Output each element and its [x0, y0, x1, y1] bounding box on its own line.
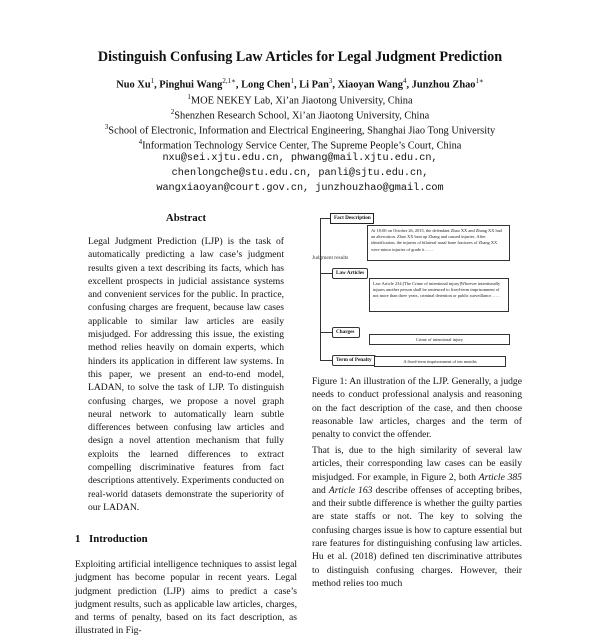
figure-1-diagram [312, 208, 518, 368]
email-line: nxu@sei.xjtu.edu.cn, phwang@mail.xjtu.edu.cn, [162, 153, 438, 164]
section-title: Introduction [89, 533, 148, 545]
author-affiliation-mark: 1∗ [475, 77, 484, 85]
affiliation-line: $^1$MOE NEKEY Lab, Xi’an Jiaotong University, China [187, 93, 413, 107]
abstract-heading: Abstract [165, 212, 207, 224]
author-affiliation-mark: 1 [290, 77, 294, 85]
term-of-penalty-text: A fixed-term imprisonment of ten months [374, 356, 506, 367]
affiliation-line: $^2$Shenzhen Research School, Xi’an Jiaotong University, China [170, 108, 430, 122]
term-of-penalty-header: Term of Penalty [332, 355, 376, 366]
fact-description-text: At 18:00 on October 26, 2015, the defendant Zhao XX and Zhang XX had an altercation. Zhao XX beat up Zhang and caused injuries. After identification, the injuries of bilateral nasal bone fractures of Zhang XX were minor injuries of grade ii…… [367, 225, 510, 261]
figure-caption: Figure 1: An illustration of the LJP. Generally, a judge needs to conduct professional analysis and reasoning on the fact description of the case, and then choose reasonable law articles, charges and the term of penalty to convict the offender. [312, 376, 522, 441]
intro-body: Exploiting artificial intelligence techniques to assist legal judgment has become popular in recent years. Legal judgment prediction (LJP) aims to predict a case’s judgment results, such as applicable law articles, charges, and terms of penalty, based on its fact description, as illustrated in Fig- [75, 559, 297, 637]
author-list: Nuo Xu$^1$, Pinghui Wang$^{2,1∗}$, Long Chen$^1$, Li Pan$^3$, Xiaoyan Wang$^4$, Junzhou Zhao$^{1∗}$ [116, 77, 484, 91]
affiliation-line: $^4$Information Technology Service Center, The Supreme People’s Court, China [138, 138, 462, 152]
section-number: 1 [75, 533, 81, 545]
connector-line [320, 218, 330, 219]
author-name: Pinghui Wang [159, 79, 223, 91]
connector-line [320, 273, 332, 274]
fact-description-header: Fact Description [330, 213, 374, 224]
author-affiliation-mark: 3 [328, 77, 333, 85]
email-line: wangxiaoyan@court.gov.cn, junzhouzhao@gmail.com [156, 183, 444, 194]
connector-line [320, 218, 321, 361]
author-name: Long Chen [241, 79, 291, 91]
author-affiliation-mark: 4 [402, 77, 407, 85]
author-name: Li Pan [299, 79, 329, 91]
author-name: Xiaoyan Wang [337, 79, 403, 91]
article-reference: Article 385 [478, 471, 522, 483]
connector-line [320, 360, 332, 361]
author-name: Nuo Xu [116, 79, 151, 91]
section-heading [75, 533, 148, 545]
affiliation-line: $^3$School of Electronic, Information and Electrical Engineering, Shanghai Jiao Tong University [104, 123, 496, 137]
connector-line [320, 332, 332, 333]
judgment-results-label: Judgment results [312, 255, 349, 261]
charges-text: Crime of intentional injury [369, 334, 510, 345]
charges-header: Charges [332, 327, 360, 338]
law-articles-text: Law Article 234:[The Crime of intentional injury]Whoever intentionally injures another person shall be sentenced to fixed-term imprisonment of not more than three years, criminal detention or public surveillance…… [369, 278, 509, 312]
abstract-body: Legal Judgment Prediction (LJP) is the task of automatically predicting a law case’s judgment results given a text describing its facts, which has excellent prospects in judicial assistance systems and convenient services for the public. In practice, confusing charges are frequent, because law cases applicable to similar law articles are easily misjudged. For addressing this issue, the existing method relies heavily on domain experts, which hinders its application in different law systems. In this paper, we present an end-to-end model, LADAN, to solve the task of LJP. To distinguish confusing charges, we propose a novel graph neural network to automatically learn subtle differences between confusing law articles and design a novel attention mechanism that fully exploits the learned differences to extract compelling discriminative features from fact descriptions attentively. Experiments conducted on real-world datasets demonstrate the superiority of our LADAN. [88, 236, 284, 513]
email-line: chenlongche@stu.edu.cn, panli@sjtu.edu.cn, [171, 168, 429, 179]
paper-title: Distinguish Confusing Law Articles for Legal Judgment Prediction [97, 49, 503, 65]
author-affiliation-mark: 2,1∗ [222, 77, 236, 85]
law-articles-header: Law Articles [332, 268, 368, 279]
author-name: Junzhou Zhao [411, 79, 476, 91]
author-affiliation-mark: 1 [150, 77, 155, 85]
article-reference: Article 163 [328, 484, 373, 496]
right-column-body: That is, due to the high similarity of several law articles, their corresponding law cases can be easily misjudged. For example, in Figure 2, both Article 385 and Article 163 describe offenses of accepting bribes, and their subtle difference is whether the guilty parties are state staffs or not. The key to solving the confusing charges issue is how to capture essential but rare features for distinguishing confusing law articles. Hu et al. (2018) defined ten discriminative attributes to distinguish confusing charges. However, their method relies too much [312, 445, 522, 589]
